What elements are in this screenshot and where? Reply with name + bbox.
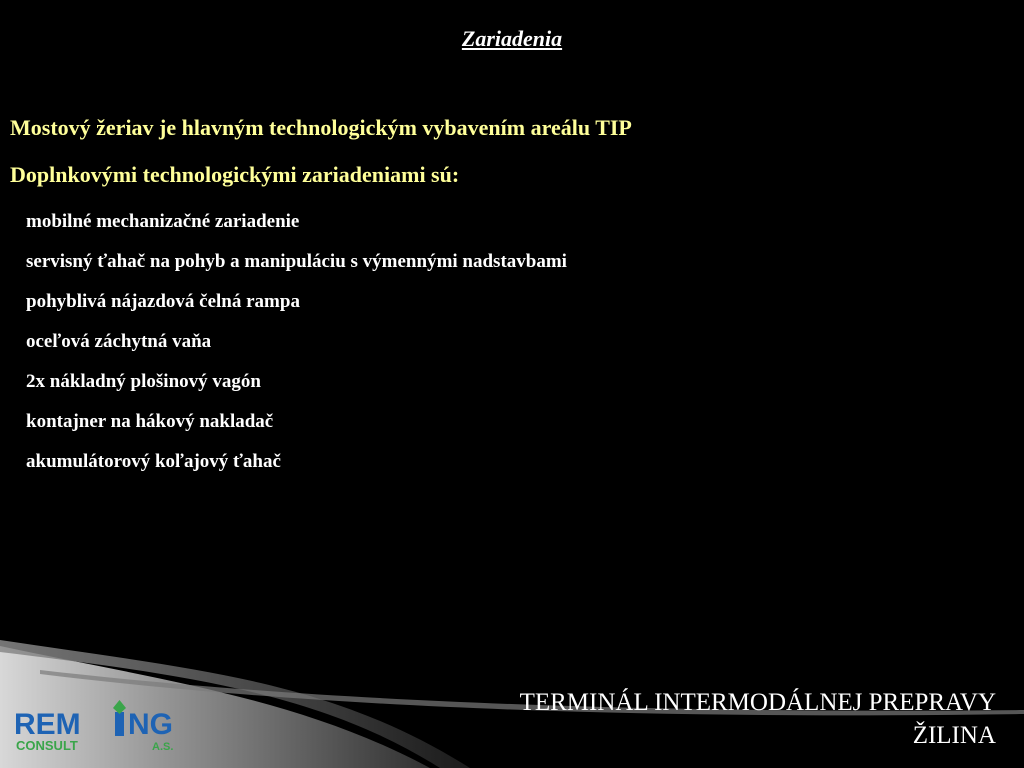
logo-sub-right: A.S. — [152, 741, 174, 753]
list-item: oceľová záchytná vaňa — [26, 331, 212, 352]
list-item: 2x nákladný plošinový vagón — [26, 371, 261, 392]
lead-line-additional-equipment: Doplnkovými technologickými zariadeniami sú: — [10, 162, 460, 187]
list-item: pohyblivá nájazdová čelná rampa — [26, 291, 300, 312]
logo-sub-left: CONSULT — [16, 738, 78, 753]
logo-name-left: REM — [14, 708, 81, 741]
reming-consult-logo — [12, 700, 192, 760]
list-item: mobilné mechanizačné zariadenie — [26, 211, 300, 232]
list-item: servisný ťahač na pohyb a manipuláciu s výmennými nadstavbami — [26, 251, 567, 272]
footer-line-terminal: TERMINÁL INTERMODÁLNEJ PREPRAVY — [519, 689, 996, 716]
logo-name-right: NG — [128, 708, 173, 741]
list-item: akumulátorový koľajový ťahač — [26, 451, 281, 472]
footer-title — [520, 686, 996, 752]
slide-title: Zariadenia — [461, 26, 563, 51]
equipment-list — [26, 208, 567, 488]
lead-line-main-crane: Mostový žeriav je hlavným technologickým vybavením areálu TIP — [10, 115, 632, 140]
list-item: kontajner na hákový nakladač — [26, 411, 274, 432]
footer-line-city: ŽILINA — [912, 722, 996, 749]
